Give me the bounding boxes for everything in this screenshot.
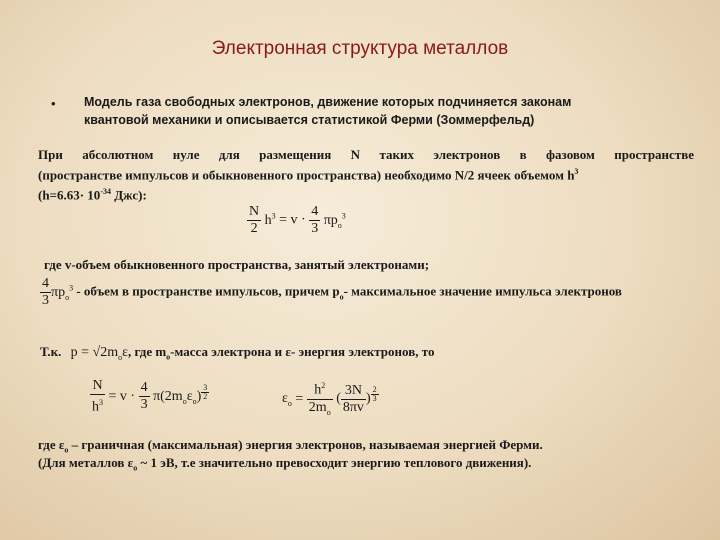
eq1-h3: $h^3$	[264, 211, 276, 228]
equation-fermi-energy: $\varepsilon_o$ = $\frac{h^2}{2m_o}$ ( $\frac{3N}{8\pi v}$ ) $^{\frac{2}{3}}$	[282, 378, 379, 420]
eq1-eq: = v ·	[279, 212, 306, 228]
slide-title: Электронная структура металлов	[211, 38, 509, 59]
line-metals-note: (Для металлов $\varepsilon_o$ ~ 1 эВ, т.е значительно превосходит энергию теплового движения).	[38, 455, 532, 473]
eq1-4: 4	[311, 204, 319, 219]
eq1-2: 2	[250, 221, 258, 236]
bullet-line-2: квантовой механики и описывается статистикой Ферми (Зоммерфельд)	[84, 113, 535, 127]
para1-line-3: ($h=6.63\cdot 10^{-34}$ Джс):	[38, 187, 147, 203]
para1-line-1: При абсолютном нуле для размещения N таких электронов в фазовом пространстве	[38, 147, 694, 162]
equation-cells	[247, 204, 346, 237]
equation-n-density: $\frac{N}{h^3}$ = v · $\frac{4}{3}$ $\pi(2m_o\varepsilon_o)$ $^{\frac{3}{2}}$	[92, 378, 208, 415]
line-tk: Т.к. $p = √2m_o\varepsilon$, где $m_o$-масса электрона и ε- энергия электронов, то	[40, 344, 435, 362]
eq1-N: N	[249, 204, 260, 219]
eq1-3: 3	[311, 221, 319, 236]
line-fermi-definition: где $\varepsilon_o$ – граничная (максимальная) энергия электронов, называемая энергией Ферми.	[38, 437, 543, 455]
bullet-text	[84, 93, 571, 129]
line-momentum: $\frac{4}{3}$ $\pi p_o^3$ - объем в пространстве импульсов, причем $p_o-$ максимальное значение импульса электронов	[42, 276, 622, 308]
para1-line-2: (пространстве импульсов и обыкновенного пространства) необходимо N/2 ячеек объемом $h^3$	[38, 167, 579, 183]
momentum-volume-formula: $\frac{4}{3}$ $\pi p_o^3$	[42, 276, 74, 308]
bullet-icon: •	[51, 96, 56, 111]
bullet-line-1: Модель газа свободных электронов, движение которых подчиняется законам	[84, 95, 572, 109]
eq1-p: $\pi p_o^3$	[323, 211, 346, 230]
paragraph-1	[38, 146, 694, 204]
line-volume: где v-объем обыкновенного пространства, занятый электронами;	[44, 257, 430, 272]
